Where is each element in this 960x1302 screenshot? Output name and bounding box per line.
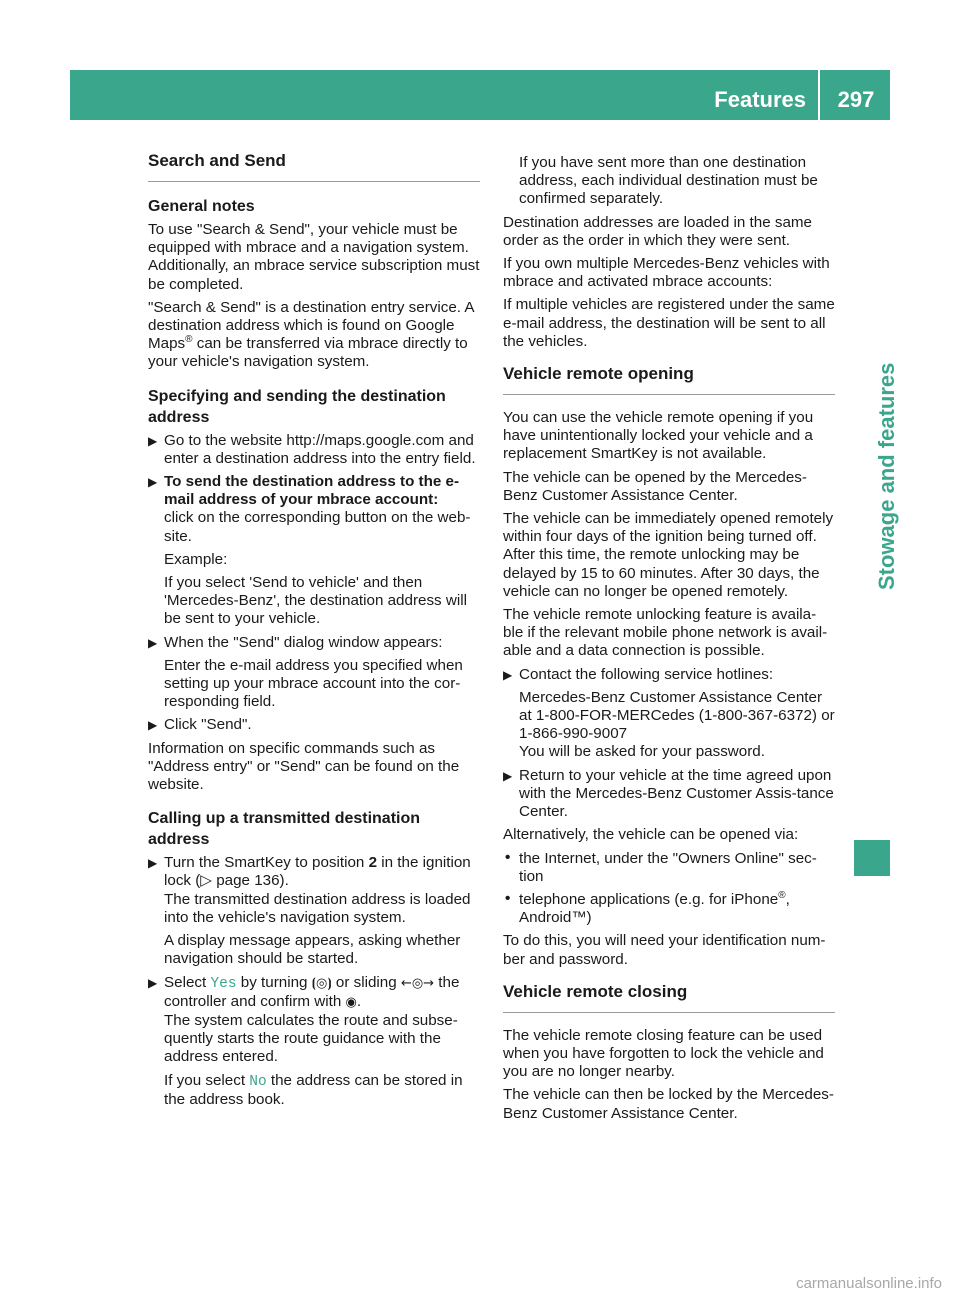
- display-option-no: No: [249, 1073, 267, 1090]
- text: the controller and confirm with: [164, 973, 460, 1010]
- position-number: 2: [368, 854, 378, 872]
- paragraph: The vehicle remote closing feature can be used when you have forgotten to lock the vehicle and you are no longer nearby.: [503, 1026, 824, 1081]
- paragraph: To use "Search & Send", your vehicle must be equipped with mbrace and a navigation system. Additionally, an mbrace service subscription must be completed.: [148, 221, 480, 293]
- paragraph: The vehicle remote unlocking feature is availa-ble if the relevant mobile phone network is avail-able and a data connection is possible.: [503, 606, 828, 660]
- bullet-icon: •: [505, 889, 511, 907]
- header-title: Features: [714, 70, 820, 120]
- watermark: carmanualsonline.info: [796, 1275, 942, 1292]
- text: telephone applications (e.g. for iPhone: [519, 890, 779, 908]
- paragraph: The vehicle can be opened by the Mercedes-Benz Customer Assistance Center.: [503, 468, 807, 504]
- step-item: [503, 666, 835, 762]
- paragraph: Information on specific commands such as "Address entry" or "Send" can be found on the website.: [148, 739, 460, 794]
- step-text: A display message appears, asking whether navigation should be started.: [164, 932, 461, 968]
- step-arrow-icon: ▶: [148, 475, 158, 490]
- controller-turn-icon: ⦗◎⦘: [311, 975, 332, 991]
- list-item: [503, 850, 835, 886]
- text: Turn the SmartKey to position: [164, 854, 369, 872]
- paragraph: If multiple vehicles are registered under the same e-mail address, the destination will be sent to all the vehicles.: [503, 296, 835, 350]
- step-item: [148, 432, 480, 468]
- paragraph: The vehicle can then be locked by the Mercedes-Benz Customer Assistance Center.: [503, 1086, 834, 1122]
- step-item: [503, 767, 835, 822]
- right-column: [503, 154, 835, 1128]
- step-text: Return to your vehicle at the time agreed upon with the Mercedes-Benz Customer Assis-tance Center.: [519, 766, 834, 821]
- controller-slide-icon: ←◎→: [400, 975, 435, 991]
- text: "Search & Send" is a destination entry service. A destination address which is found on Google Maps: [148, 298, 474, 353]
- section-title-remote-closing: Vehicle remote closing: [503, 981, 835, 1013]
- step-text: click on the corresponding button on the web-site.: [164, 509, 471, 545]
- step-text: Go to the website http://maps.google.com and enter a destination address into the entry field.: [164, 431, 476, 467]
- step-item: [148, 473, 480, 629]
- paragraph: The vehicle can be immediately opened remotely within four days of the ignition being turned off. After this time, the remote unlocking may be delayed by 15 to 60 minutes. After 30 days, the vehicle can no longer be opened remotely.: [503, 510, 834, 600]
- step-arrow-icon: ▶: [148, 718, 158, 733]
- header-bar: [70, 70, 890, 120]
- heading-calling-up: Calling up a transmitted destination address: [148, 810, 421, 849]
- step-text: Click "Send".: [164, 716, 252, 734]
- paragraph: You can use the vehicle remote opening if you have unintentionally locked your vehicle and a replacement SmartKey is not available.: [503, 409, 814, 463]
- step-arrow-icon: ▶: [148, 433, 158, 448]
- text: Select: [164, 973, 211, 991]
- step-arrow-icon: ▶: [503, 768, 513, 783]
- text: , Android™): [519, 890, 790, 927]
- step-arrow-icon: ▶: [148, 856, 158, 871]
- paragraph: If you own multiple Mercedes-Benz vehicles with mbrace and activated mbrace accounts:: [503, 255, 830, 291]
- heading-specifying: Specifying and sending the destination address: [148, 387, 446, 426]
- step-text: The transmitted destination address is loaded into the vehicle's navigation system.: [164, 890, 471, 926]
- text: in the ignition lock (: [164, 854, 471, 890]
- paragraph: If you have sent more than one destination address, each individual destination must be confirmed separately.: [519, 154, 818, 208]
- step-text: The system calculates the route and subse-quently starts the route guidance with the address entered.: [164, 1011, 458, 1066]
- section-title-search-and-send: Search and Send: [148, 150, 480, 182]
- step-bold-text: To send the destination address to the e-mail address of your mbrace account:: [164, 473, 460, 509]
- step-text: You will be asked for your password.: [519, 743, 765, 761]
- step-item: [148, 974, 480, 1109]
- text: can be transferred via mbrace directly to your vehicle's navigation system.: [148, 335, 468, 371]
- registered-mark: ®: [778, 889, 786, 901]
- page-reference-link[interactable]: ▷ page 136).: [200, 872, 289, 890]
- side-tab-label: Stowage and features: [874, 362, 899, 590]
- step-item: [148, 716, 480, 734]
- paragraph: [148, 299, 480, 372]
- registered-mark: ®: [185, 334, 193, 346]
- section-title-remote-opening: Vehicle remote opening: [503, 363, 835, 395]
- step-text: When the "Send" dialog window appears:: [164, 633, 443, 651]
- step-arrow-icon: ▶: [148, 635, 158, 650]
- example-text: If you select 'Send to vehicle' and then 'Mercedes-Benz', the destination address will be sent to your vehicle.: [164, 574, 467, 628]
- bullet-icon: •: [505, 848, 511, 866]
- paragraph: Alternatively, the vehicle can be opened via:: [503, 826, 799, 844]
- step-text: Contact the following service hotlines:: [519, 665, 774, 683]
- step-item: [148, 854, 480, 968]
- controller-press-icon: ◉: [345, 994, 357, 1010]
- step-arrow-icon: ▶: [148, 975, 158, 990]
- text: If you select: [164, 1071, 250, 1089]
- text: or sliding: [331, 973, 401, 991]
- example-label: Example:: [164, 550, 228, 568]
- page-number: 297: [837, 87, 875, 112]
- step-text: Enter the e-mail address you specified when setting up your mbrace account into the cor-responding field.: [164, 656, 463, 711]
- text: the address can be stored in the address book.: [164, 1071, 463, 1108]
- display-option-yes: Yes: [210, 975, 237, 992]
- paragraph: Destination addresses are loaded in the same order as the order in which they were sent.: [503, 213, 813, 249]
- heading-general-notes: General notes: [148, 198, 255, 215]
- list-item: [503, 891, 835, 927]
- list-text: the Internet, under the "Owners Online" sec-tion: [519, 849, 817, 885]
- left-column: [148, 150, 480, 1114]
- text: by turning: [236, 973, 312, 991]
- text: .: [356, 992, 362, 1010]
- step-arrow-icon: ▶: [503, 667, 513, 682]
- paragraph: To do this, you will need your identification num-ber and password.: [503, 932, 826, 968]
- side-tab-marker: [854, 840, 890, 876]
- step-item: [148, 634, 480, 712]
- hotline-text: Mercedes-Benz Customer Assistance Center at 1-800-FOR-MERCedes (1-800-367-6372) or 1-866-990-9007: [519, 688, 835, 743]
